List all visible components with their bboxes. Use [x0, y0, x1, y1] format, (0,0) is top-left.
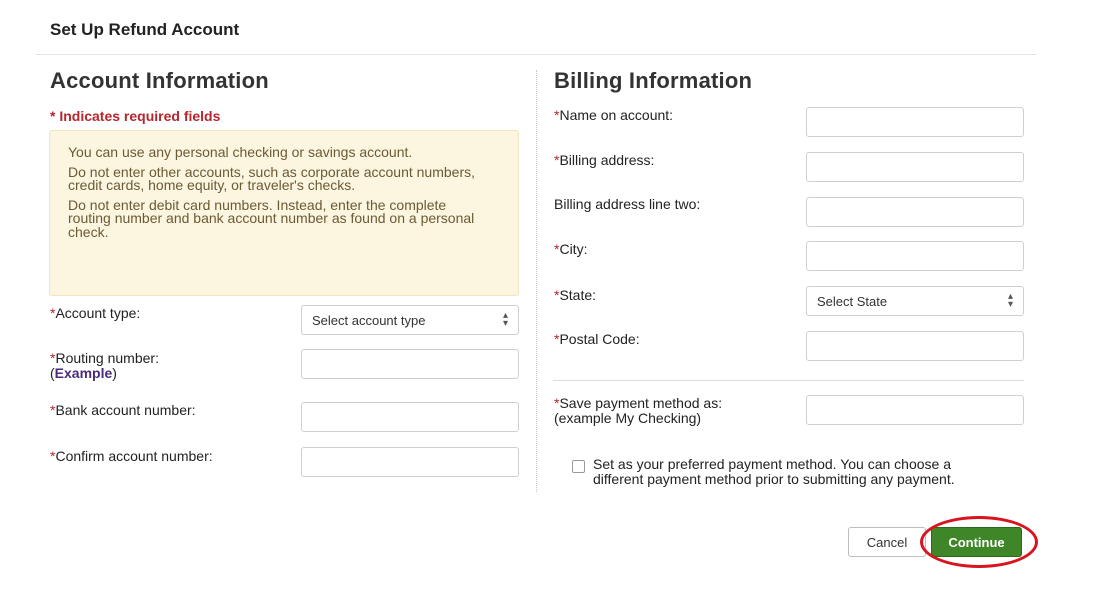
save-as-input[interactable]	[806, 395, 1024, 425]
state-label: *State:	[554, 287, 597, 303]
billing-information-heading: Billing Information	[554, 68, 753, 93]
account-type-selected: Select account type	[312, 312, 426, 328]
account-type-label: *Account type:	[50, 305, 141, 321]
notice-line-3: Do not enter debit card numbers. Instead, enter the complete routing number and bank account number as found on a personal check.	[68, 196, 475, 240]
account-notice-box	[49, 130, 519, 296]
page-title: Set Up Refund Account	[50, 20, 240, 39]
continue-button[interactable]: Continue	[931, 527, 1022, 557]
billing-address-label: *Billing address:	[554, 152, 655, 168]
updown-caret-icon: ▴ ▾	[502, 310, 508, 329]
postal-code-input[interactable]	[806, 331, 1024, 361]
billing-divider	[553, 380, 1024, 381]
state-select[interactable]	[806, 286, 1024, 316]
name-on-account-input[interactable]	[806, 107, 1024, 137]
column-divider	[536, 70, 537, 492]
preferred-payment-label[interactable]: Set as your preferred payment method. You can choose a different payment method prior to submitting any payment.	[593, 456, 955, 487]
cancel-button[interactable]: Cancel	[848, 527, 926, 557]
billing-address-2-input[interactable]	[806, 197, 1024, 227]
bank-account-label: *Bank account number:	[50, 402, 196, 418]
confirm-account-input[interactable]	[301, 447, 519, 477]
city-input[interactable]	[806, 241, 1024, 271]
account-type-select[interactable]	[301, 305, 519, 335]
state-selected: Select State	[817, 293, 888, 309]
postal-code-label: *Postal Code:	[554, 331, 640, 347]
continue-highlight-annotation	[920, 516, 1038, 568]
bank-account-input[interactable]	[301, 402, 519, 432]
city-label: *City:	[554, 241, 588, 257]
billing-address-2-label: Billing address line two:	[554, 196, 701, 212]
updown-caret-icon: ▴ ▾	[1007, 291, 1013, 310]
routing-example-link[interactable]: Example	[54, 365, 113, 381]
header-divider	[36, 54, 1036, 55]
billing-address-input[interactable]	[806, 152, 1024, 182]
routing-number-label: *Routing number: (Example)	[50, 350, 159, 381]
save-as-label: *Save payment method as: (example My Checking)	[554, 395, 723, 426]
required-fields-note: * Indicates required fields	[50, 108, 221, 124]
name-on-account-label: *Name on account:	[554, 107, 674, 123]
routing-number-input[interactable]	[301, 349, 519, 379]
notice-line-1: You can use any personal checking or savings account.	[68, 144, 413, 160]
preferred-payment-checkbox[interactable]	[572, 460, 585, 473]
account-information-heading: Account Information	[50, 68, 269, 93]
notice-line-2: Do not enter other accounts, such as corporate account numbers, credit cards, home equity, or traveler's checks.	[68, 163, 476, 193]
confirm-account-label: *Confirm account number:	[50, 448, 213, 464]
